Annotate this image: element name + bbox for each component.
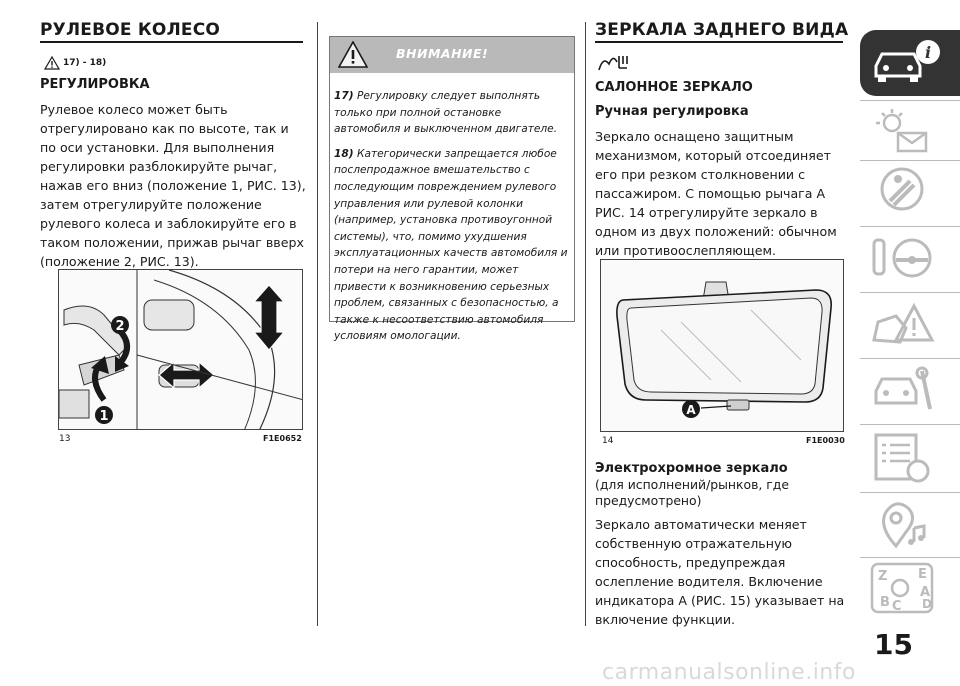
- mirrors-title: ЗЕРКАЛА ЗАДНЕГО ВИДА: [595, 20, 849, 40]
- warning-ref: 18): [334, 147, 354, 160]
- starting-driving-icon[interactable]: [870, 232, 936, 284]
- emergency-icon[interactable]: [870, 298, 936, 350]
- manual-adjust-body: Зеркало оснащено защитным механизмом, который отсоединяет его при резком столкновении с пассажиром. С помощью рычага A РИС. 14 отрегулируйте зеркало в одном из двух положений: обычном или противоослепляющем.: [595, 129, 837, 258]
- rearview-mirror-illustration: [601, 260, 844, 432]
- svg-text:E: E: [918, 567, 927, 582]
- warning-header: [330, 37, 574, 73]
- index-icon[interactable]: [866, 560, 938, 616]
- watermark: carmanualsonline.info: [602, 660, 856, 685]
- sidebar-divider: [860, 492, 960, 493]
- sidebar-divider: [860, 292, 960, 293]
- warning-item: [334, 88, 570, 138]
- callout-1-label: 1: [99, 409, 109, 424]
- callout-2-label: 2: [115, 319, 125, 334]
- column-divider: [585, 22, 586, 626]
- warning-ref: 17): [334, 90, 354, 102]
- sidebar-divider: [860, 160, 960, 161]
- warning-triangle-icon: [44, 56, 60, 70]
- warning-item: [334, 146, 570, 345]
- sidebar-divider: [860, 226, 960, 227]
- figure-13-code: F1E0652: [263, 434, 302, 443]
- sidebar-divider: [860, 100, 960, 101]
- steering-subtitle: РЕГУЛИРОВКА: [40, 77, 150, 92]
- callout-a-label: A: [686, 403, 696, 417]
- refs-text: 17) - 18): [63, 58, 107, 68]
- warning-title: ВНИМАНИЕ!: [396, 46, 489, 61]
- manual-adjust-heading: Ручная регулировка: [595, 104, 749, 119]
- sidebar-divider: [860, 358, 960, 359]
- page-number: 15: [874, 628, 913, 661]
- technical-data-icon[interactable]: [872, 431, 932, 483]
- multimedia-icon[interactable]: [874, 498, 930, 550]
- title-underline: [40, 41, 303, 43]
- figure-14: [600, 259, 844, 432]
- svg-text:D: D: [922, 597, 932, 611]
- warning-refs: [44, 56, 106, 70]
- sidebar-divider: [860, 424, 960, 425]
- electrochromic-heading: Электрохромное зеркало: [595, 461, 788, 476]
- electronic-version-icon: [597, 52, 633, 72]
- svg-text:Z: Z: [878, 569, 888, 584]
- electrochromic-note: (для исполнений/рынков, где предусмотрено): [595, 477, 789, 508]
- figure-13: [58, 269, 303, 430]
- sidebar-tab-car-info[interactable]: [860, 30, 960, 96]
- title-underline: [595, 41, 843, 43]
- warning-box: [329, 36, 575, 343]
- warning-body: [330, 73, 574, 345]
- steering-column-illustration: [59, 270, 303, 430]
- svg-text:C: C: [892, 599, 902, 614]
- figure-13-number: 13: [59, 434, 71, 444]
- figure-14-code: F1E0030: [806, 436, 845, 445]
- electrochromic-body: Зеркало автоматически меняет собственную отражательную способность, предупреждая ослепление водителя. Включение индикатора A (РИС. 15) указывает на включение функции.: [595, 517, 845, 627]
- interior-mirror-heading: САЛОННОЕ ЗЕРКАЛО: [595, 80, 753, 95]
- svg-text:A: A: [920, 585, 931, 600]
- column-divider: [317, 22, 318, 626]
- safety-icon[interactable]: [874, 165, 932, 215]
- steering-title: РУЛЕВОЕ КОЛЕСО: [40, 20, 221, 40]
- svg-text:i: i: [924, 43, 932, 62]
- steering-body: Рулевое колесо может быть отрегулировано как по высоте, так и по оси установки. Для выполнения регулировки разблокируйте рычаг, нажав его вниз (положение 1, РИС. 13), затем отрегулируйте положение рулевого колеса и заблокируйте его в таком положении, прижав рычаг вверх (положение 2, РИС. 13).: [40, 102, 306, 269]
- car-info-icon: [870, 38, 946, 88]
- svg-text:B: B: [880, 595, 890, 610]
- dashboard-lights-icon[interactable]: [872, 105, 932, 155]
- sidebar-divider: [860, 557, 960, 558]
- warning-text: Категорически запрещается любое послепродажное вмешательство с последующим повреждением рулевого управления или рулевой колонки (например, установка противоугонной системы), что, помимо ухудшения эксплуатационных качеств автомобиля и потери на него гарантии, может привести к возникновению серьезных проблем, связанных с безопасностью, а также к несоответствию автомобиля условиям омологации.: [334, 147, 568, 343]
- figure-14-number: 14: [602, 436, 614, 446]
- warning-text: Регулировку следует выполнять только при полной остановке автомобиля и выключенном двигателе.: [334, 90, 558, 136]
- warning-triangle-icon: [338, 41, 368, 68]
- maintenance-icon[interactable]: [872, 365, 934, 415]
